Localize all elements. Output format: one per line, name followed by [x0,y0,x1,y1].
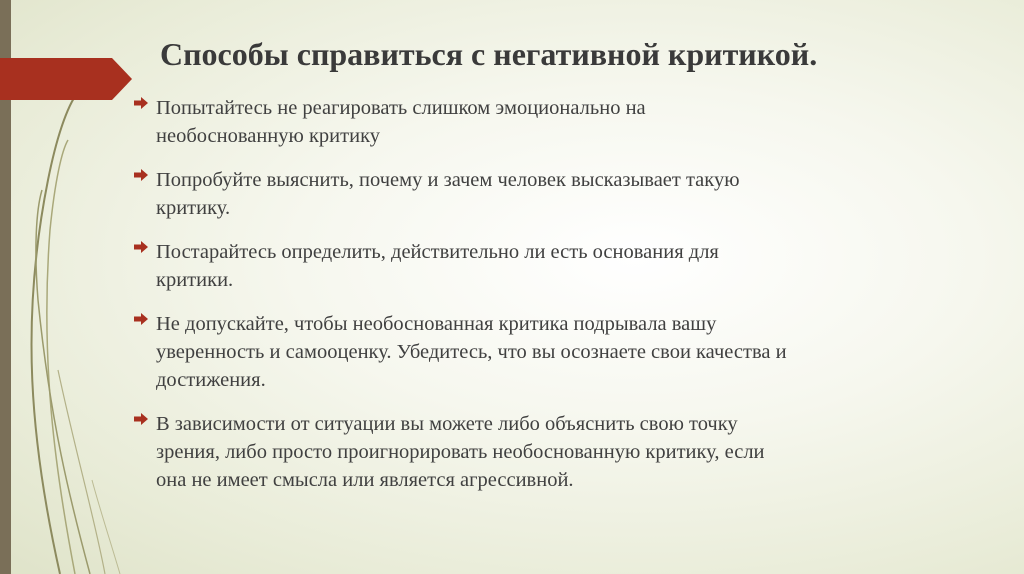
bullet-line: достижения. [156,369,266,391]
arrow-right-icon [133,412,149,426]
bullet-line: В зависимости от ситуации вы можете либо объяснить свою точку [156,413,738,435]
bullet-line: она не имеет смысла или является агрессивной. [156,469,574,491]
bullet-line: Попробуйте выяснить, почему и зачем человек высказывает такую [156,169,740,191]
arrow-right-icon [133,96,149,110]
title-accent-arrow [0,58,132,100]
bullet-line: критику. [156,197,231,219]
arrow-right-icon [133,312,149,326]
list-item [133,310,973,394]
bullet-line: зрения, либо просто проигнорировать необоснованную критику, если [156,441,765,463]
bullet-line: Не допускайте, чтобы необоснованная критика подрывала вашу [156,313,717,335]
arrow-right-icon [133,240,149,254]
bullet-line: уверенность и самооценку. Убедитесь, что вы осознаете свои качества и [156,341,787,363]
bullet-line: критики. [156,269,234,291]
list-item [133,94,973,150]
bullet-line: Постарайтесь определить, действительно ли есть основания для [156,241,719,263]
list-item [133,238,973,294]
list-item [133,166,973,222]
bullet-line: Попытайтесь не реагировать слишком эмоционально на [156,97,646,119]
bullet-line: необоснованную критику [156,125,380,147]
slide-title: Способы справиться с негативной критикой. [160,36,818,72]
list-item [133,410,973,494]
arrow-right-icon [133,168,149,182]
bullet-list [133,94,973,510]
